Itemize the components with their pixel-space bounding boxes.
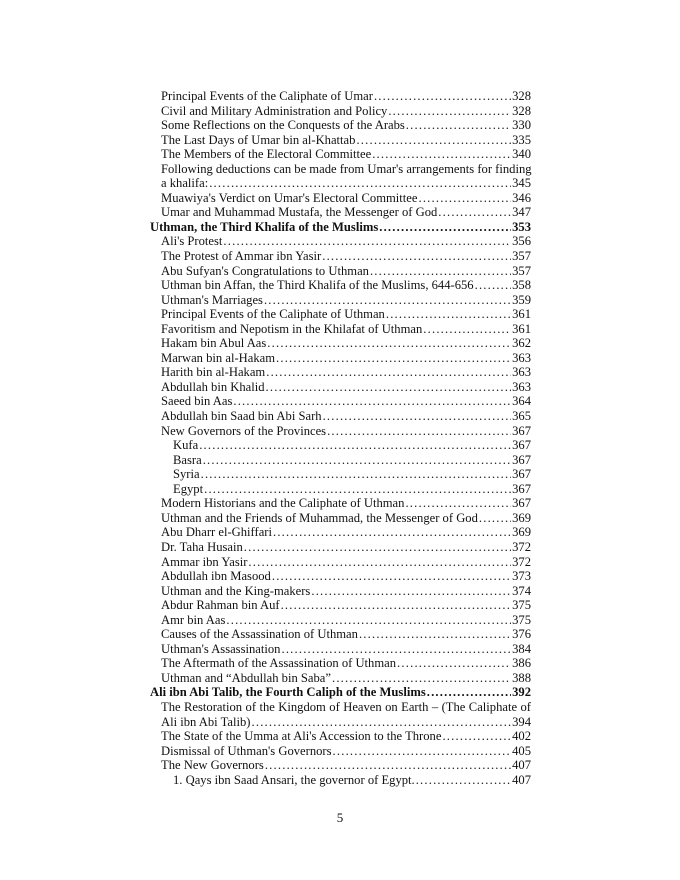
toc-entry-title: The State of the Umma at Ali's Accession to the Throne	[161, 729, 442, 744]
dot-leader	[333, 744, 512, 759]
toc-entry-title: Abdullah bin Khalid	[161, 379, 265, 394]
toc-entry-page: 365	[512, 409, 531, 424]
toc-entry[interactable]	[150, 380, 531, 395]
toc-entry-title: Basra	[173, 452, 202, 467]
toc-entry-title: Hakam bin Abul Aas	[161, 336, 267, 351]
toc-entry-title: The Protest of Ammar ibn Yasir	[161, 249, 322, 264]
toc-entry-title: Harith bin al-Hakam	[161, 365, 266, 380]
toc-entry[interactable]	[150, 191, 531, 206]
toc-entry[interactable]	[150, 133, 531, 148]
toc-entry[interactable]	[150, 351, 531, 366]
toc-entry-page: 407	[512, 772, 531, 787]
dot-leader	[379, 220, 511, 235]
toc-entry-line	[150, 700, 531, 715]
toc-entry-title: Ali ibn Abi Talib, the Fourth Caliph of the Muslims	[150, 685, 426, 700]
dot-leader	[233, 394, 511, 409]
dot-leader	[266, 365, 511, 380]
toc-entry-line	[150, 162, 531, 177]
toc-entry-title: Principal Events of the Caliphate of Umar	[161, 89, 373, 103]
toc-entry-title: Abu Sufyan's Congratulations to Uthman	[161, 263, 369, 278]
toc-entry[interactable]	[150, 496, 531, 511]
dot-leader	[327, 424, 511, 439]
toc-entry[interactable]	[150, 322, 531, 337]
toc-entry-title: Kufa	[173, 438, 199, 453]
toc-entry-page: 353	[512, 219, 531, 234]
toc-entry-title: Saeed bin Aas	[161, 394, 233, 409]
dot-leader	[265, 758, 511, 773]
toc-entry-page: 367	[512, 481, 531, 496]
toc-entry[interactable]	[150, 264, 531, 279]
toc-entry-page: 376	[512, 627, 531, 642]
toc-entry[interactable]	[150, 147, 531, 162]
toc-entry-title: Abdur Rahman bin Auf	[161, 598, 280, 613]
toc-entry[interactable]	[150, 336, 531, 351]
toc-entry[interactable]	[150, 744, 531, 759]
toc-entry-title: Abdullah bin Saad bin Abi Sarh	[161, 409, 322, 424]
dot-leader	[244, 540, 511, 555]
dot-leader	[372, 147, 511, 162]
dot-leader	[388, 104, 511, 119]
toc-entry-title: Dismissal of Uthman's Governors	[161, 743, 332, 758]
toc-entry-title: Marwan bin al-Hakam	[161, 350, 276, 365]
toc-entry-page: 394	[512, 714, 531, 729]
toc-entry-page: 375	[512, 612, 531, 627]
dot-leader	[276, 351, 511, 366]
toc-entry-title: Favoritism and Nepotism in the Khilafat of Uthman	[161, 321, 423, 336]
toc-entry-title: Abu Dharr el-Ghiffari	[161, 525, 272, 540]
toc-entry[interactable]	[150, 104, 531, 119]
toc-entry-page: 346	[512, 190, 531, 205]
dot-leader	[204, 482, 511, 497]
dot-leader	[252, 715, 512, 730]
dot-leader	[226, 613, 511, 628]
dot-leader	[332, 671, 511, 686]
dot-leader	[374, 89, 511, 104]
toc-entry[interactable]	[150, 278, 531, 293]
toc-entry[interactable]	[150, 118, 531, 133]
toc-entry-page: 359	[512, 292, 531, 307]
toc-entry-page: 392	[512, 685, 531, 700]
toc-entry[interactable]	[150, 424, 531, 439]
toc-entry[interactable]	[150, 307, 531, 322]
toc-entry-title: 1. Qays ibn Saad Ansari, the governor of Egypt.	[173, 772, 415, 787]
toc-entry-page: 363	[512, 379, 531, 394]
toc-entry-title: Ammar ibn Yasir	[161, 554, 248, 569]
dot-leader	[272, 569, 511, 584]
toc-entry-page: 357	[512, 249, 531, 264]
dot-leader	[311, 584, 511, 599]
toc-entry-page: 328	[512, 89, 531, 103]
toc-entry-title: The Last Days of Umar bin al-Khattab	[161, 132, 356, 147]
toc-entry-page: 405	[512, 743, 531, 758]
toc-chapter-entry[interactable]	[150, 685, 531, 700]
toc-entry-title: Ali ibn Abi Talib)	[161, 714, 251, 729]
toc-entry[interactable]	[150, 467, 531, 482]
dot-leader	[266, 380, 512, 395]
toc-entry[interactable]	[150, 642, 531, 657]
toc-entry[interactable]	[150, 671, 531, 686]
toc-entry-page: 369	[512, 510, 531, 525]
dot-leader	[248, 555, 511, 570]
dot-leader	[475, 278, 512, 293]
toc-entry-title: a khalifa:	[161, 176, 209, 191]
toc-entry-page: 357	[512, 263, 531, 278]
toc-entry-page: 367	[512, 496, 531, 511]
toc-entry[interactable]	[150, 234, 531, 249]
dot-leader	[406, 118, 511, 133]
toc-entry-page: 361	[512, 307, 531, 322]
dot-leader	[418, 191, 511, 206]
toc-entry-page: 386	[512, 656, 531, 671]
page-number: 5	[336, 810, 344, 825]
table-of-contents	[150, 89, 531, 787]
dot-leader	[201, 467, 512, 482]
toc-entry-title: Amr bin Aas	[161, 612, 226, 627]
toc-entry-page: 356	[512, 234, 531, 249]
toc-entry[interactable]	[150, 293, 531, 308]
toc-entry-title: Uthman's Assassination	[161, 641, 281, 656]
toc-entry-title: Following deductions can be made from Umar's arrangements for finding	[161, 161, 532, 176]
toc-entry-page: 363	[512, 350, 531, 365]
dot-leader	[370, 264, 511, 279]
dot-leader	[359, 627, 511, 642]
toc-entry[interactable]	[150, 176, 531, 191]
toc-entry-page: 363	[512, 365, 531, 380]
dot-leader	[397, 656, 511, 671]
toc-entry-page: 358	[512, 278, 531, 293]
toc-entry-title: New Governors of the Provinces	[161, 423, 327, 438]
toc-entry-title: Uthman and “Abdullah bin Saba”	[161, 670, 331, 685]
toc-entry[interactable]	[150, 729, 531, 744]
toc-entry[interactable]	[150, 584, 531, 599]
toc-entry-page: 375	[512, 598, 531, 613]
dot-leader	[427, 685, 511, 700]
toc-entry-title: Modern Historians and the Caliphate of Uthman	[161, 496, 405, 511]
toc-entry-title: The Aftermath of the Assassination of Uthman	[161, 656, 397, 671]
toc-entry[interactable]	[150, 773, 531, 788]
toc-entry[interactable]	[150, 511, 531, 526]
toc-entry-title: Civil and Military Administration and Policy	[161, 103, 388, 118]
toc-entry[interactable]	[150, 409, 531, 424]
toc-entry-title: Causes of the Assassination of Uthman	[161, 627, 358, 642]
dot-leader	[479, 511, 511, 526]
toc-entry-page: 364	[512, 394, 531, 409]
toc-entry-page: 402	[512, 729, 531, 744]
toc-entry[interactable]	[150, 453, 531, 468]
toc-entry-title: Uthman and the King-makers	[161, 583, 311, 598]
dot-leader	[442, 729, 511, 744]
dot-leader	[438, 205, 511, 220]
toc-entry[interactable]	[150, 249, 531, 264]
dot-leader	[356, 133, 511, 148]
toc-entry-page: 407	[512, 758, 531, 773]
toc-entry-title: The Members of the Electoral Committee	[161, 147, 372, 162]
toc-entry-title: Abdullah ibn Masood	[161, 569, 271, 584]
toc-entry-title: Dr. Taha Husain	[161, 539, 243, 554]
toc-entry-page: 330	[512, 118, 531, 133]
dot-leader	[209, 176, 511, 191]
dot-leader	[322, 249, 511, 264]
dot-leader	[423, 322, 511, 337]
toc-entry-page: 362	[512, 336, 531, 351]
dot-leader	[223, 234, 511, 249]
toc-entry-page: 372	[512, 539, 531, 554]
toc-entry-title: The Restoration of the Kingdom of Heaven on Earth – (The Caliphate of	[161, 699, 531, 714]
toc-entry-title: Syria	[173, 467, 200, 482]
toc-entry-title: Uthman's Marriages	[161, 292, 263, 307]
toc-chapter-entry[interactable]	[150, 220, 531, 235]
dot-leader	[405, 496, 511, 511]
toc-entry-page: 373	[512, 569, 531, 584]
toc-entry-title: Egypt	[173, 481, 204, 496]
toc-entry[interactable]	[150, 540, 531, 555]
toc-entry[interactable]	[150, 482, 531, 497]
toc-entry-title: Some Reflections on the Conquests of the Arabs	[161, 118, 405, 133]
toc-entry-page: 369	[512, 525, 531, 540]
dot-leader	[281, 642, 511, 657]
toc-entry-page: 340	[512, 147, 531, 162]
toc-entry-page: 335	[512, 132, 531, 147]
toc-entry[interactable]	[150, 438, 531, 453]
toc-entry-page: 372	[512, 554, 531, 569]
toc-entry[interactable]	[150, 715, 531, 730]
toc-entry-title: Uthman bin Affan, the Third Khalifa of the Muslims, 644-656	[161, 278, 474, 293]
toc-entry-page: 345	[512, 176, 531, 191]
toc-entry[interactable]	[150, 394, 531, 409]
dot-leader	[199, 438, 511, 453]
toc-entry[interactable]	[150, 205, 531, 220]
toc-entry[interactable]	[150, 613, 531, 628]
dot-leader	[203, 453, 511, 468]
toc-entry[interactable]	[150, 758, 531, 773]
toc-entry-page: 388	[512, 670, 531, 685]
toc-entry[interactable]	[150, 89, 531, 104]
dot-leader	[267, 336, 511, 351]
toc-entry[interactable]	[150, 365, 531, 380]
toc-entry-title: Muawiya's Verdict on Umar's Electoral Committee	[161, 190, 418, 205]
toc-entry-page: 367	[512, 438, 531, 453]
toc-entry-page: 367	[512, 423, 531, 438]
toc-entry-page: 361	[512, 321, 531, 336]
dot-leader	[386, 307, 511, 322]
toc-entry[interactable]	[150, 656, 531, 671]
dot-leader	[281, 598, 512, 613]
toc-entry-title: Uthman, the Third Khalifa of the Muslims	[150, 219, 379, 234]
dot-leader	[273, 525, 511, 540]
toc-entry-page: 328	[512, 103, 531, 118]
toc-entry[interactable]	[150, 627, 531, 642]
dot-leader	[264, 293, 511, 308]
toc-entry[interactable]	[150, 569, 531, 584]
toc-entry-page: 367	[512, 452, 531, 467]
dot-leader	[416, 773, 511, 788]
toc-entry-page: 374	[512, 583, 531, 598]
toc-entry-page: 384	[512, 641, 531, 656]
toc-entry-title: Ali's Protest	[161, 234, 223, 249]
toc-entry-title: The New Governors	[161, 758, 264, 773]
toc-entry-page: 367	[512, 467, 531, 482]
toc-entry-title: Principal Events of the Caliphate of Uthman	[161, 307, 385, 322]
toc-entry[interactable]	[150, 555, 531, 570]
toc-entry[interactable]	[150, 525, 531, 540]
toc-entry-title: Umar and Muhammad Mustafa, the Messenger of God	[161, 205, 438, 220]
dot-leader	[323, 409, 512, 424]
toc-entry-page: 347	[512, 205, 531, 220]
toc-entry-title: Uthman and the Friends of Muhammad, the Messenger of God	[161, 510, 478, 525]
toc-entry[interactable]	[150, 598, 531, 613]
